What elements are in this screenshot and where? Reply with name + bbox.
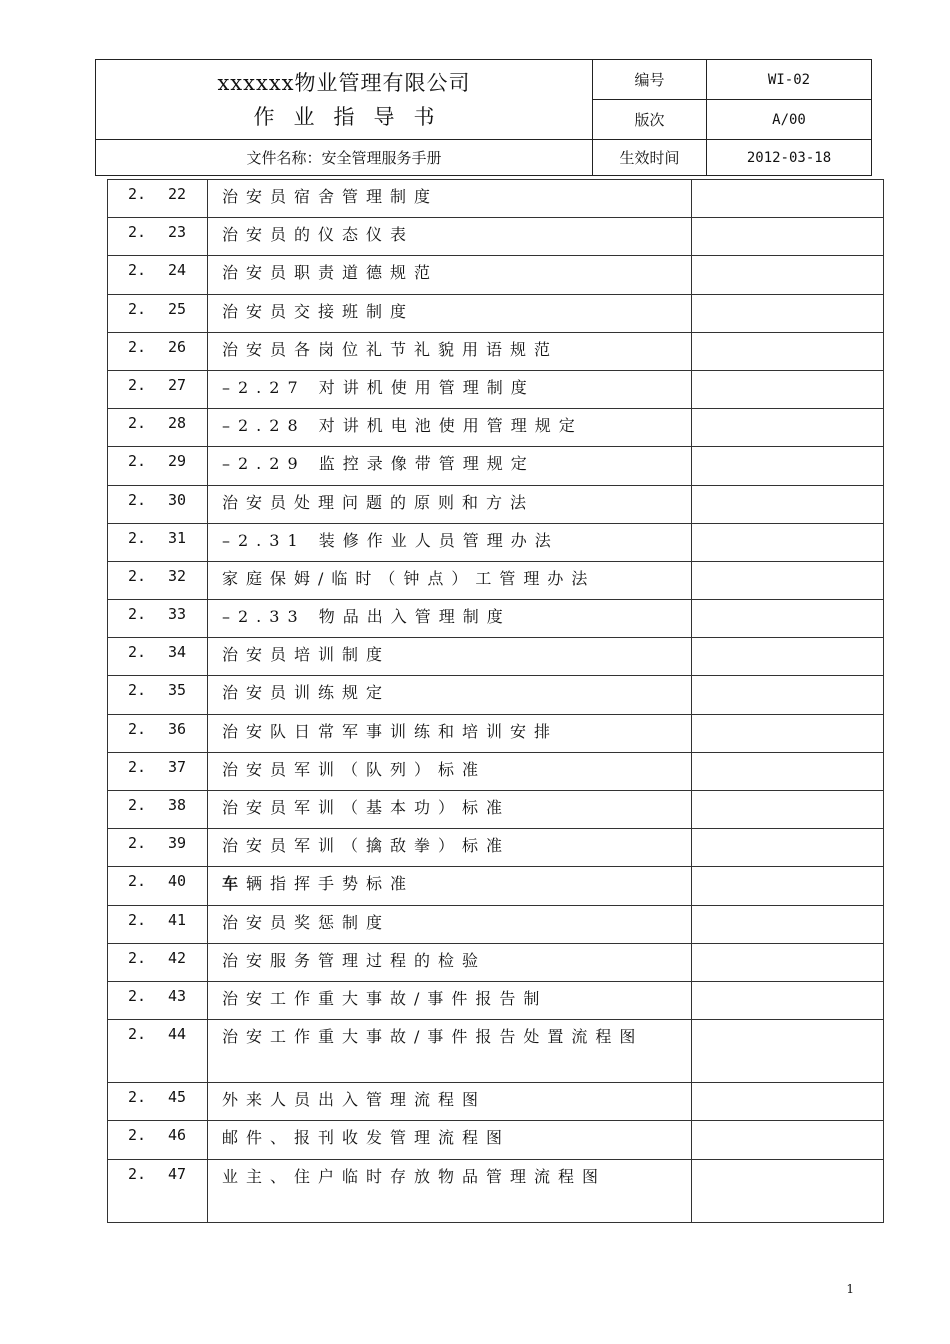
- section-number-major: 2.: [128, 490, 147, 509]
- table-row: [108, 1020, 884, 1083]
- section-number: [108, 523, 208, 561]
- section-number-minor: 29: [168, 452, 187, 471]
- table-row: [108, 370, 884, 408]
- section-title: [208, 1159, 692, 1222]
- section-number-major: 2.: [128, 948, 147, 967]
- table-row: [108, 256, 884, 294]
- table-row: [108, 600, 884, 638]
- section-title: [208, 332, 692, 370]
- section-title-text: 治安员宿舍管理制度: [222, 187, 439, 206]
- section-number-major: 2.: [128, 872, 147, 891]
- field-label-code: 编号: [593, 60, 707, 100]
- blank-cell: [692, 867, 884, 905]
- section-title-text: –2.29 监控录像带管理规定: [222, 454, 535, 474]
- blank-cell: [692, 409, 884, 447]
- blank-cell: [692, 370, 884, 408]
- section-number: [108, 981, 208, 1019]
- section-title: [208, 561, 692, 599]
- section-title: [208, 752, 692, 790]
- section-number-minor: 43: [168, 986, 187, 1005]
- section-number-minor: 46: [168, 1126, 187, 1145]
- table-row: [108, 294, 884, 332]
- blank-cell: [692, 905, 884, 943]
- section-number-major: 2.: [128, 375, 147, 394]
- section-number-minor: 39: [168, 834, 187, 853]
- section-title-text: 家庭保姆/临时（钟点）工管理办法: [222, 568, 596, 588]
- section-title-text: –2.28 对讲机电池使用管理规定: [222, 416, 583, 436]
- section-title: [208, 714, 692, 752]
- section-number-minor: 23: [168, 223, 187, 242]
- table-row: [108, 943, 884, 981]
- section-number-minor: 24: [168, 261, 187, 280]
- blank-cell: [692, 218, 884, 256]
- section-number-major: 2.: [128, 1025, 147, 1044]
- table-row: [108, 561, 884, 599]
- section-number-minor: 34: [168, 643, 187, 662]
- section-number-minor: 38: [168, 796, 187, 814]
- table-row: [108, 981, 884, 1019]
- section-number-major: 2.: [128, 414, 147, 433]
- blank-cell: [692, 485, 884, 523]
- toc-table: [107, 179, 884, 1223]
- table-row: [108, 447, 884, 485]
- section-title: [208, 218, 692, 256]
- section-number: [108, 829, 208, 867]
- field-value-code: WI-02: [707, 60, 872, 100]
- section-number-minor: 41: [168, 910, 187, 929]
- section-number-major: 2.: [128, 452, 147, 471]
- blank-cell: [692, 523, 884, 561]
- section-number-minor: 45: [168, 1088, 187, 1107]
- section-title: [208, 676, 692, 714]
- section-number: [108, 561, 208, 599]
- section-number-minor: 40: [168, 872, 187, 891]
- table-row: [108, 867, 884, 905]
- section-title-text: 治安员军训（队列）标准: [222, 759, 487, 779]
- section-number-major: 2.: [128, 910, 147, 929]
- section-title: [208, 256, 692, 294]
- section-title: [208, 447, 692, 485]
- section-title-text: 治安员职责道德规范: [222, 263, 439, 283]
- section-title-text: 治安员军训（擒敌拳）标准: [222, 836, 511, 856]
- section-title: [208, 523, 692, 561]
- section-number-minor: 36: [168, 719, 187, 738]
- blank-cell: [692, 1020, 884, 1083]
- section-title: [208, 981, 692, 1019]
- blank-cell: [692, 332, 884, 370]
- blank-cell: [692, 791, 884, 829]
- section-title: [208, 905, 692, 943]
- section-title: [208, 180, 692, 218]
- section-number-minor: 28: [168, 414, 187, 433]
- table-row: [108, 218, 884, 256]
- section-title-text: –2.31 装修作业人员管理办法: [222, 530, 559, 550]
- blank-cell: [692, 1159, 884, 1222]
- section-title: [208, 638, 692, 676]
- section-title: [208, 370, 692, 408]
- header-title-cell: [96, 60, 593, 140]
- section-number-major: 2.: [128, 796, 147, 814]
- section-title-bold-char: 车: [222, 874, 247, 894]
- section-number-minor: 25: [168, 299, 187, 318]
- section-number: [108, 600, 208, 638]
- table-row: [108, 676, 884, 714]
- section-title: [208, 1121, 692, 1159]
- section-title-text: 治安员各岗位礼节礼貌用语规范: [222, 339, 559, 359]
- section-number: [108, 294, 208, 332]
- field-value-version: A/00: [707, 100, 872, 140]
- section-title-text: 业主、住户临时存放物品管理流程图: [222, 1166, 607, 1186]
- section-title: [208, 829, 692, 867]
- section-title-text: 治安员交接班制度: [222, 301, 415, 321]
- blank-cell: [692, 447, 884, 485]
- blank-cell: [692, 752, 884, 790]
- section-number-minor: 30: [168, 490, 187, 509]
- section-number-minor: 44: [168, 1025, 187, 1044]
- section-number: [108, 409, 208, 447]
- blank-cell: [692, 676, 884, 714]
- blank-cell: [692, 638, 884, 676]
- section-title-text: 治安员的仪态仪表: [222, 225, 415, 245]
- section-number-minor: 35: [168, 681, 187, 700]
- blank-cell: [692, 256, 884, 294]
- section-title: [208, 867, 692, 905]
- section-number-minor: 27: [168, 375, 187, 394]
- blank-cell: [692, 981, 884, 1019]
- table-row: [108, 523, 884, 561]
- section-title: [208, 600, 692, 638]
- blank-cell: [692, 943, 884, 981]
- section-title-text: 治安队日常军事训练和培训安排: [222, 721, 559, 741]
- table-row: [108, 409, 884, 447]
- section-number-major: 2.: [128, 757, 147, 776]
- table-row: [108, 791, 884, 829]
- field-label-effective: 生效时间: [593, 140, 707, 176]
- section-number: [108, 943, 208, 981]
- section-title: [208, 943, 692, 981]
- section-title-text: 外来人员出入管理流程图: [222, 1090, 487, 1110]
- section-title-text: 治安员训练规定: [222, 683, 391, 703]
- section-number-major: 2.: [128, 605, 147, 624]
- section-number-major: 2.: [128, 185, 147, 203]
- section-number-minor: 22: [168, 185, 187, 203]
- section-number: [108, 447, 208, 485]
- section-number-major: 2.: [128, 528, 147, 547]
- section-title-text: 治安员培训制度: [222, 645, 391, 665]
- table-row: [108, 1121, 884, 1159]
- field-label-version: 版次: [593, 100, 707, 140]
- section-number-major: 2.: [128, 566, 147, 585]
- blank-cell: [692, 561, 884, 599]
- blank-cell: [692, 714, 884, 752]
- file-name: 文件名称：安全管理服务手册: [96, 140, 593, 176]
- table-row: [108, 485, 884, 523]
- section-number: [108, 180, 208, 218]
- blank-cell: [692, 1083, 884, 1121]
- section-number: [108, 638, 208, 676]
- section-number-major: 2.: [128, 986, 147, 1005]
- section-number-major: 2.: [128, 261, 147, 280]
- section-title: [208, 791, 692, 829]
- section-number-major: 2.: [128, 643, 147, 662]
- section-title-text: –2.33 物品出入管理制度: [222, 607, 511, 627]
- section-number-minor: 26: [168, 337, 187, 356]
- section-number-major: 2.: [128, 1088, 147, 1107]
- table-row: [108, 714, 884, 752]
- section-number: [108, 370, 208, 408]
- section-number-major: 2.: [128, 299, 147, 318]
- table-row: [108, 1083, 884, 1121]
- table-row: [108, 1159, 884, 1222]
- section-number: [108, 676, 208, 714]
- section-number: [108, 752, 208, 790]
- blank-cell: [692, 180, 884, 218]
- blank-cell: [692, 294, 884, 332]
- section-number: [108, 867, 208, 905]
- section-number: [108, 218, 208, 256]
- page-number: 1: [846, 1282, 854, 1296]
- section-title-text: 邮件、报刊收发管理流程图: [222, 1128, 511, 1148]
- section-title-text: –2.27 对讲机使用管理制度: [222, 377, 535, 397]
- blank-cell: [692, 1121, 884, 1159]
- section-title: [208, 294, 692, 332]
- section-number-minor: 37: [168, 757, 187, 776]
- section-number: [108, 1159, 208, 1222]
- section-number: [108, 332, 208, 370]
- section-title-text: 治安工作重大事故/事件报告制: [222, 988, 548, 1008]
- section-number-major: 2.: [128, 337, 147, 356]
- section-number-minor: 32: [168, 566, 187, 585]
- section-number: [108, 791, 208, 829]
- section-number: [108, 1020, 208, 1083]
- section-title-text: 治安员处理问题的原则和方法: [222, 492, 535, 512]
- table-row: [108, 332, 884, 370]
- field-value-effective: 2012-03-18: [707, 140, 872, 176]
- section-title-text: 治安工作重大事故/事件报告处置流程图: [222, 1027, 644, 1047]
- section-number-major: 2.: [128, 834, 147, 853]
- section-number-major: 2.: [128, 223, 147, 242]
- section-title: [208, 1083, 692, 1121]
- section-number: [108, 1121, 208, 1159]
- section-number-minor: 42: [168, 948, 187, 967]
- table-row: [108, 180, 884, 218]
- section-title-text: 治安员奖惩制度: [222, 912, 391, 932]
- section-number-major: 2.: [128, 719, 147, 738]
- blank-cell: [692, 600, 884, 638]
- section-number-minor: 31: [168, 528, 187, 547]
- table-row: [108, 905, 884, 943]
- table-row: [108, 752, 884, 790]
- doc-type: 作业指导书: [253, 104, 454, 129]
- section-title-rest: 辆指挥手势标准: [246, 874, 415, 894]
- section-number-major: 2.: [128, 1164, 147, 1183]
- blank-cell: [692, 829, 884, 867]
- section-number-minor: 33: [168, 605, 187, 624]
- section-title: [208, 409, 692, 447]
- section-number: [108, 714, 208, 752]
- section-title: [208, 485, 692, 523]
- section-number-major: 2.: [128, 681, 147, 700]
- section-number-major: 2.: [128, 1126, 147, 1145]
- section-title-text: 治安员军训（基本功）标准: [222, 798, 511, 817]
- table-row: [108, 638, 884, 676]
- section-number: [108, 485, 208, 523]
- table-row: [108, 829, 884, 867]
- section-number: [108, 256, 208, 294]
- section-number-minor: 47: [168, 1164, 187, 1183]
- section-title-text: 治安服务管理过程的检验: [222, 950, 487, 970]
- document-header: [95, 59, 872, 176]
- section-number: [108, 905, 208, 943]
- section-number: [108, 1083, 208, 1121]
- section-title: [208, 1020, 692, 1083]
- company-name: xxxxxx物业管理有限公司: [217, 70, 471, 95]
